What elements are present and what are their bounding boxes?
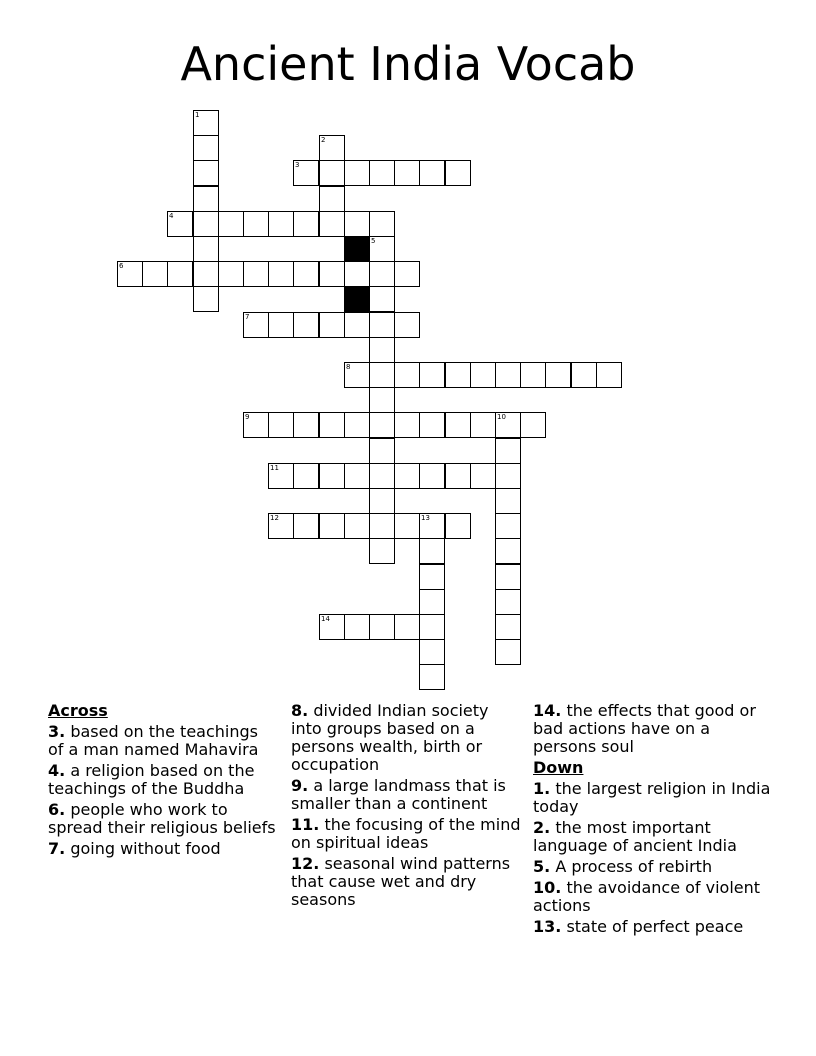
grid-cell[interactable] [243,312,269,338]
grid-cell[interactable] [167,261,193,287]
grid-cell[interactable] [445,513,471,539]
grid-cell[interactable] [142,261,168,287]
grid-cell[interactable] [394,160,420,186]
grid-cell[interactable] [369,412,395,438]
clue-down-5 [533,858,773,876]
grid-cell[interactable] [319,513,345,539]
grid-block [344,286,370,312]
clue-across-7 [48,840,276,858]
clue-text: the focusing of the mind on spiritual ideas [291,815,521,852]
clue-across-9 [291,777,521,813]
cell-number: 14 [321,615,330,623]
cell-number: 13 [421,514,430,522]
grid-cell[interactable] [268,513,294,539]
clue-text: the most important language of ancient India [533,818,737,855]
grid-cell[interactable] [394,412,420,438]
grid-cell[interactable] [520,362,546,388]
clue-number: 9. [291,776,309,795]
grid-cell[interactable] [495,614,521,640]
clue-number: 11. [291,815,320,834]
grid-cell[interactable] [243,412,269,438]
grid-cell[interactable] [394,614,420,640]
grid-cell[interactable] [470,463,496,489]
grid-cell[interactable] [419,412,445,438]
clue-number: 2. [533,818,551,837]
clue-text: divided Indian society into groups based on a persons wealth, birth or occupation [291,701,489,774]
cell-number: 10 [497,413,506,421]
clues-column-3 [533,702,773,939]
grid-cell[interactable] [495,362,521,388]
grid-cell[interactable] [167,211,193,237]
cell-number: 12 [270,514,279,522]
clue-text: the avoidance of violent actions [533,878,761,915]
grid-cell[interactable] [445,362,471,388]
grid-cell[interactable] [495,438,521,464]
grid-cell[interactable] [369,261,395,287]
grid-cell[interactable] [394,362,420,388]
grid-cell[interactable] [369,387,395,413]
grid-cell[interactable] [369,160,395,186]
clue-across-3 [48,723,276,759]
clue-across-4 [48,762,276,798]
grid-cell[interactable] [419,639,445,665]
grid-cell[interactable] [495,564,521,590]
grid-cell[interactable] [495,463,521,489]
grid-cell[interactable] [470,362,496,388]
clue-text: a religion based on the teachings of the Buddha [48,761,255,798]
grid-cell[interactable] [445,160,471,186]
clue-across-14 [533,702,773,756]
clue-across-6 [48,801,276,837]
clue-across-8 [291,702,521,774]
grid-cell[interactable] [293,261,319,287]
grid-cell[interactable] [344,463,370,489]
grid-cell[interactable] [419,664,445,690]
grid-cell[interactable] [193,135,219,161]
grid-cell[interactable] [293,211,319,237]
grid-cell[interactable] [369,286,395,312]
clue-text: based on the teachings of a man named Mahavira [48,722,259,759]
grid-cell[interactable] [394,513,420,539]
clue-number: 6. [48,800,66,819]
grid-cell[interactable] [369,438,395,464]
across-heading: Across [48,701,108,720]
grid-cell[interactable] [419,538,445,564]
cell-number: 3 [295,161,300,169]
clue-number: 1. [533,779,551,798]
cell-number: 9 [245,413,250,421]
grid-cell[interactable] [319,614,345,640]
grid-cell[interactable] [369,236,395,262]
grid-cell[interactable] [293,312,319,338]
clue-number: 14. [533,701,562,720]
grid-cell[interactable] [369,513,395,539]
grid-cell[interactable] [193,110,219,136]
clue-down-10 [533,879,773,915]
clue-text: people who work to spread their religious beliefs [48,800,276,837]
page-title: Ancient India Vocab [180,37,636,91]
grid-cell[interactable] [369,337,395,363]
grid-block [344,236,370,262]
grid-cell[interactable] [344,412,370,438]
clue-number: 3. [48,722,66,741]
grid-cell[interactable] [344,614,370,640]
grid-cell[interactable] [545,362,571,388]
grid-cell[interactable] [319,261,345,287]
grid-cell[interactable] [319,160,345,186]
cell-number: 11 [270,464,279,472]
grid-cell[interactable] [319,135,345,161]
clue-down-13 [533,918,773,936]
cell-number: 7 [245,313,250,321]
grid-cell[interactable] [268,412,294,438]
grid-cell[interactable] [193,211,219,237]
grid-cell[interactable] [319,211,345,237]
cell-number: 5 [371,237,376,245]
grid-cell[interactable] [117,261,143,287]
grid-cell[interactable] [419,463,445,489]
grid-cell[interactable] [268,261,294,287]
grid-cell[interactable] [394,463,420,489]
clue-number: 7. [48,839,66,858]
clue-text: state of perfect peace [566,917,744,936]
grid-cell[interactable] [419,614,445,640]
grid-cell[interactable] [193,286,219,312]
grid-cell[interactable] [369,312,395,338]
cell-number: 2 [321,136,326,144]
grid-cell[interactable] [268,211,294,237]
grid-cell[interactable] [293,463,319,489]
grid-cell[interactable] [344,160,370,186]
grid-cell[interactable] [394,312,420,338]
grid-cell[interactable] [495,538,521,564]
grid-cell[interactable] [243,261,269,287]
cell-number: 4 [169,212,174,220]
grid-cell[interactable] [495,589,521,615]
grid-cell[interactable] [470,412,496,438]
grid-cell[interactable] [193,236,219,262]
clue-number: 8. [291,701,309,720]
grid-cell[interactable] [344,312,370,338]
grid-cell[interactable] [344,362,370,388]
grid-cell[interactable] [193,186,219,212]
grid-cell[interactable] [419,160,445,186]
grid-cell[interactable] [419,362,445,388]
grid-cell[interactable] [193,261,219,287]
clue-number: 5. [533,857,551,876]
grid-cell[interactable] [571,362,597,388]
clue-text: seasonal wind patterns that cause wet and dry seasons [291,854,511,909]
clue-text: going without food [70,839,221,858]
grid-cell[interactable] [495,639,521,665]
grid-cell[interactable] [369,463,395,489]
clue-number: 12. [291,854,320,873]
clue-text: the largest religion in India today [533,779,771,816]
grid-cell[interactable] [369,488,395,514]
grid-cell[interactable] [344,261,370,287]
clue-down-1 [533,780,773,816]
grid-cell[interactable] [268,312,294,338]
clue-number: 10. [533,878,562,897]
cell-number: 8 [346,363,351,371]
grid-cell[interactable] [218,211,244,237]
clue-number: 13. [533,917,562,936]
clues-column-1 [48,702,276,861]
grid-cell[interactable] [293,160,319,186]
grid-cell[interactable] [319,312,345,338]
cell-number: 1 [195,111,200,119]
grid-cell[interactable] [419,564,445,590]
clues-column-2 [291,702,521,912]
grid-cell[interactable] [369,538,395,564]
grid-cell[interactable] [319,412,345,438]
grid-cell[interactable] [193,160,219,186]
grid-cell[interactable] [445,412,471,438]
grid-cell[interactable] [218,261,244,287]
grid-cell[interactable] [344,513,370,539]
grid-cell[interactable] [319,463,345,489]
grid-cell[interactable] [369,362,395,388]
grid-cell[interactable] [495,488,521,514]
grid-cell[interactable] [243,211,269,237]
clue-down-2 [533,819,773,855]
grid-cell[interactable] [495,412,521,438]
clue-number: 4. [48,761,66,780]
grid-cell[interactable] [369,211,395,237]
clue-across-11 [291,816,521,852]
grid-cell[interactable] [394,261,420,287]
grid-cell[interactable] [344,211,370,237]
grid-cell[interactable] [319,186,345,212]
clue-text: a large landmass that is smaller than a continent [291,776,506,813]
grid-cell[interactable] [596,362,622,388]
clue-text: A process of rebirth [555,857,713,876]
grid-cell[interactable] [495,513,521,539]
grid-cell[interactable] [419,589,445,615]
grid-cell[interactable] [520,412,546,438]
clue-across-12 [291,855,521,909]
grid-cell[interactable] [445,463,471,489]
cell-number: 6 [119,262,124,270]
grid-cell[interactable] [369,614,395,640]
grid-cell[interactable] [268,463,294,489]
grid-cell[interactable] [293,412,319,438]
grid-cell[interactable] [419,513,445,539]
grid-cell[interactable] [293,513,319,539]
down-heading: Down [533,758,584,777]
clue-text: the effects that good or bad actions have on a persons soul [533,701,756,756]
